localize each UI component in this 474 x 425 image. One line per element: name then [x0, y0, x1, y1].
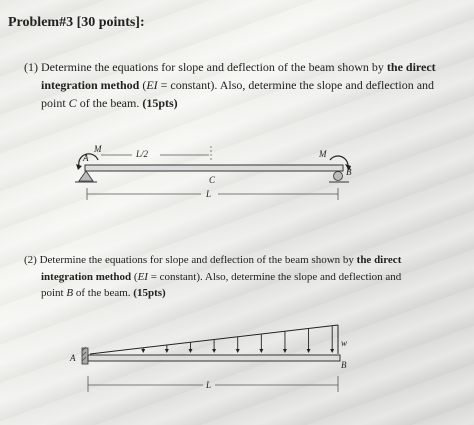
part1-text-4: of the beam. — [76, 96, 143, 110]
part1-ei: EI — [146, 78, 158, 92]
beam2 — [88, 355, 340, 361]
part1-text-3: point — [41, 96, 69, 110]
part1-point: C — [68, 96, 77, 110]
part1-points: (15pts) — [142, 96, 178, 110]
part1-number: (1) — [24, 60, 38, 74]
part1-method-2: integration method — [41, 78, 140, 92]
load-arrowhead — [283, 349, 287, 353]
moment-label-right: M — [319, 149, 327, 159]
part1-text-1: Determine the equations for slope and deflection of the beam shown by — [41, 60, 387, 74]
roller-support-b — [334, 172, 343, 181]
part2-text-3: point — [41, 287, 67, 299]
load-arrowhead — [307, 349, 311, 353]
moment-label-left: M — [94, 144, 102, 154]
load-arrowhead — [236, 349, 240, 353]
load-arrows — [141, 326, 334, 353]
point-a-label: A — [83, 153, 89, 163]
point-c-label: C — [209, 175, 216, 185]
pin-support-a — [79, 171, 93, 181]
part2-ei: EI — [137, 270, 148, 283]
figure1-simply-supported-beam — [75, 144, 352, 200]
span2-label: L — [206, 380, 212, 390]
span-label: L — [206, 189, 212, 199]
beam1 — [85, 165, 343, 171]
load-intensity-label: w — [341, 338, 348, 348]
part2-paren: ( — [131, 270, 138, 283]
part1-text-2: = constant). Also, determine the slope and deflection and — [157, 78, 435, 92]
problem-title: Problem#3 [30 points]: — [8, 15, 145, 30]
part2-text-2: = constant). Also, determine the slope and deflection and — [147, 270, 402, 283]
part1-method-1: the direct — [386, 60, 436, 74]
part2-text-1: Determine the equations for slope and deflection of the beam shown by — [39, 254, 357, 266]
point-b-label: B — [346, 167, 352, 177]
figure2-cantilever-beam — [69, 325, 347, 392]
part2-method-2: integration method — [41, 270, 132, 283]
load-arrowhead — [165, 349, 169, 353]
load-arrowhead — [188, 349, 192, 353]
half-span-label: L/2 — [136, 149, 149, 159]
point-b2-label: B — [341, 360, 347, 370]
load-arrowhead — [212, 349, 216, 353]
part2-statement — [24, 252, 444, 302]
part2-method-1: the direct — [356, 254, 402, 266]
load-arrowhead — [330, 349, 334, 353]
part2-points: (15pts) — [133, 287, 166, 299]
part2-number: (2) — [24, 254, 37, 266]
load-arrowhead — [259, 349, 263, 353]
point-a2-label: A — [70, 353, 76, 363]
load-arrowhead — [141, 349, 145, 353]
part2-point: B — [66, 287, 74, 299]
part1-paren: ( — [139, 78, 147, 92]
part2-text-4: of the beam. — [73, 287, 134, 299]
